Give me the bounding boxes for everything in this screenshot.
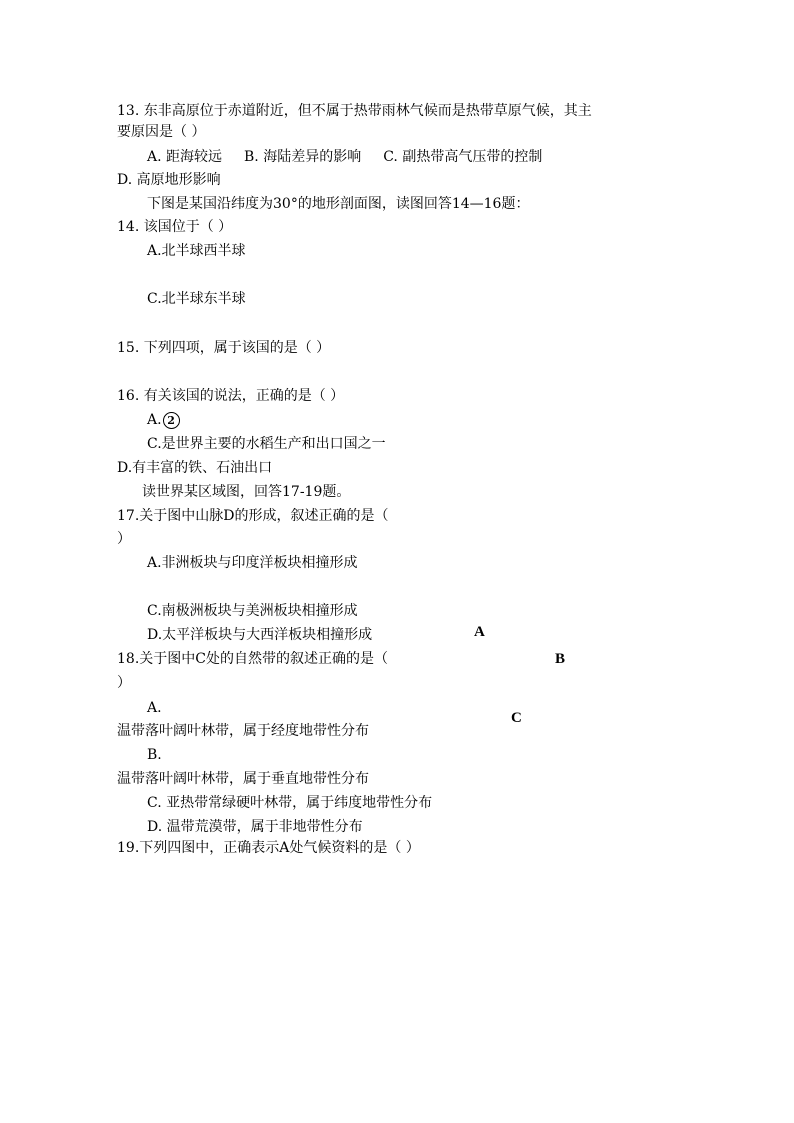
q18-option-b-label: B. xyxy=(147,747,162,763)
q13-options-row xyxy=(147,147,564,167)
q18-option-a-text: 温带落叶阔叶林带，属于经度地带性分布 xyxy=(117,723,369,739)
map-label-c: C xyxy=(511,710,522,726)
q19-stem: 19.下列四图中，正确表示A处气候资料的是（ ） xyxy=(117,840,420,856)
map-label-b: B xyxy=(555,651,566,667)
q13-option-c: C. 副热带高气压带的控制 xyxy=(383,149,543,165)
q16-option-a xyxy=(147,410,180,430)
q17-stem-line1: 17.关于图中山脉D的形成，叙述正确的是（ xyxy=(117,508,389,524)
q17-option-c: C.南极洲板块与美洲板块相撞形成 xyxy=(147,603,358,619)
q18-stem-line2: ） xyxy=(117,675,131,691)
q14-stem: 14. 该国位于（ ） xyxy=(117,219,233,235)
circled-number-icon: 2 xyxy=(163,412,180,429)
q14-option-c: C.北半球东半球 xyxy=(147,291,246,307)
intro-14-16: 下图是某国沿纬度为30°的地形剖面图，读图回答14—16题： xyxy=(147,196,530,212)
intro-17-19: 读世界某区域图，回答17-19题。 xyxy=(142,484,351,500)
q18-option-b-text: 温带落叶阔叶林带，属于垂直地带性分布 xyxy=(117,771,369,787)
q13-option-a: A. 距海较远 xyxy=(147,149,223,165)
q18-option-d: D. 温带荒漠带，属于非地带性分布 xyxy=(147,819,363,835)
q14-option-a: A.北半球西半球 xyxy=(147,243,246,259)
q16-stem: 16. 有关该国的说法，正确的是（ ） xyxy=(117,388,345,404)
q17-option-a: A.非洲板块与印度洋板块相撞形成 xyxy=(147,555,358,571)
q13-option-b: B. 海陆差异的影响 xyxy=(244,149,362,165)
q17-option-d: D.太平洋板块与大西洋板块相撞形成 xyxy=(147,627,373,643)
map-label-a: A xyxy=(474,624,485,640)
q13-stem-line2: 要原因是（ ） xyxy=(117,124,206,140)
q15-stem: 15. 下列四项，属于该国的是（ ） xyxy=(117,340,331,356)
q18-stem-line1: 18.关于图中C处的自然带的叙述正确的是（ xyxy=(117,651,388,667)
q16-option-a-label: A. xyxy=(147,412,162,428)
q16-option-c: C.是世界主要的水稻生产和出口国之一 xyxy=(147,436,386,452)
q18-option-c: C. 亚热带常绿硬叶林带，属于纬度地带性分布 xyxy=(147,795,433,811)
q13-option-d: D. 高原地形影响 xyxy=(117,172,221,188)
q16-option-d: D.有丰富的铁、石油出口 xyxy=(117,460,273,476)
q17-stem-line2: ） xyxy=(117,531,131,547)
q18-option-a-label: A. xyxy=(147,700,162,716)
q13-stem-line1: 13. 东非高原位于赤道附近，但不属于热带雨林气候而是热带草原气候，其主 xyxy=(117,103,592,119)
